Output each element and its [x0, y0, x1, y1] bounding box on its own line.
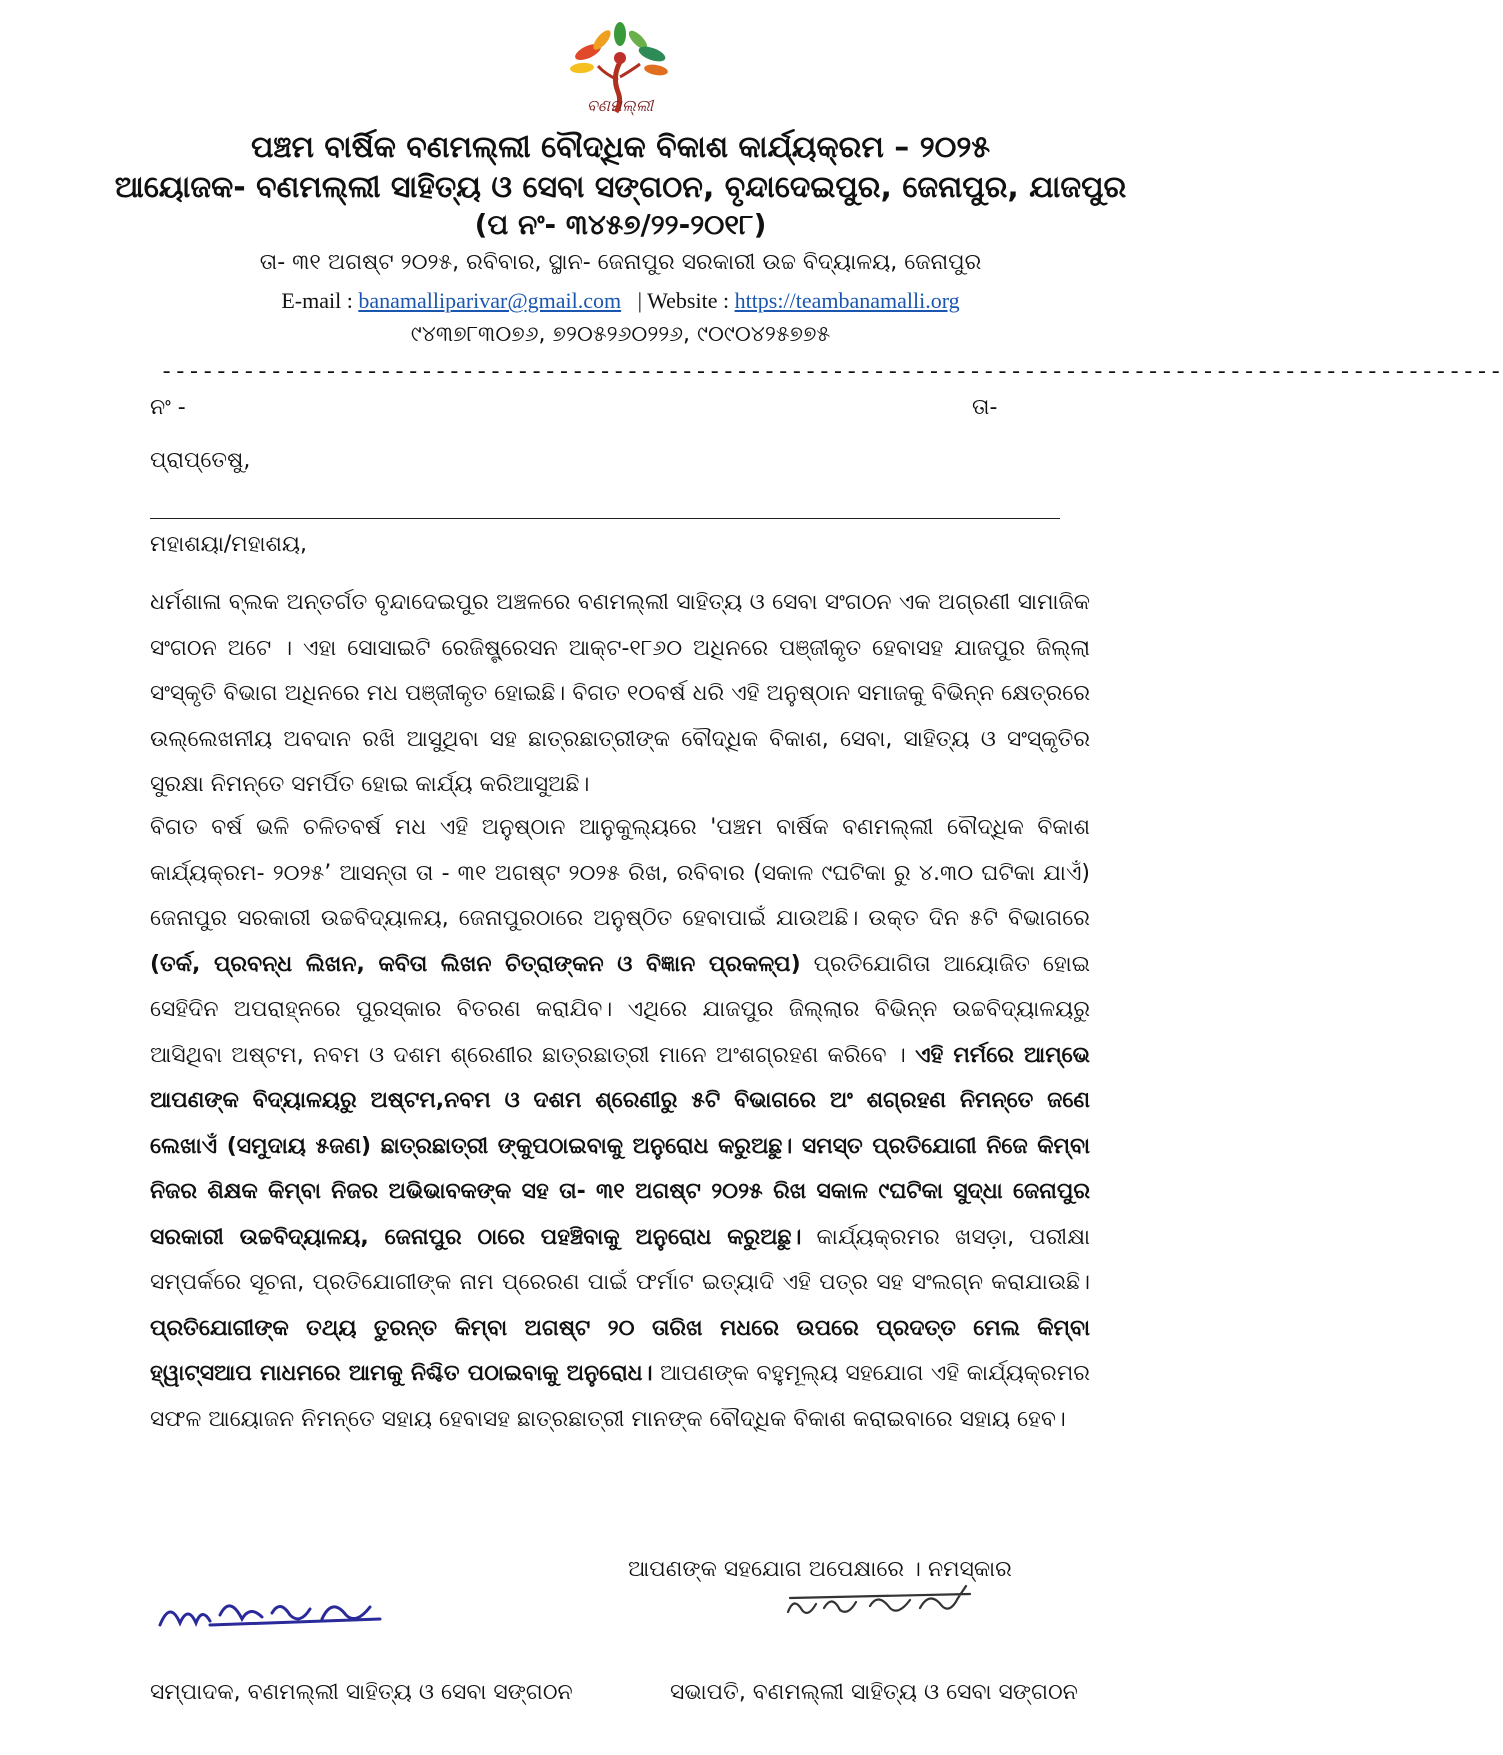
registration-number: (ପ ନଂ- ୩୪୫୭/୨୨-୨୦୧୮): [474, 208, 767, 241]
paragraph-intro: ଧର୍ମଶାଳା ବ୍ଲକ ଅନ୍ତର୍ଗତ ବୃନ୍ଦାଦେଇପୁର ଅଞ୍ଚଳରେ ବଣମଲ୍ଲୀ ସାହିତ୍ୟ ଓ ସେବା ସଂଗଠନ ଏକ ଅଗ୍ରଣୀ ସାମାଜିକ ସଂଗଠନ ଅଟେ । ଏହା ସୋସାଇଟି ରେଜିଷ୍ଟ୍ରେସନ ଆକ୍ଟ-୧୮୬୦ ଅଧିନରେ ପଞ୍ଜୀକୃତ ହେବାସହ ଯାଜପୁର ଜିଲ୍ଲା ସଂସ୍କୃତି ବିଭାଗ ଅଧିନରେ ମଧ ପଞ୍ଜୀକୃତ ହୋଇଛି। ବିଗତ ୧୦ବର୍ଷ ଧରି ଏହି ଅନୁଷ୍ଠାନ ସମାଜକୁ ବିଭିନ୍ନ କ୍ଷେତ୍ରରେ ଉଲ୍ଲେଖନୀୟ ଅବଦାନ ରଖି ଆସୁଥିବା ସହ ଛାତ୍ରଛାତ୍ରୀଙ୍କ ବୌଦ୍ଧିକ ବିକାଶ, ସେବା, ସାହିତ୍ୟ ଓ ସଂସ୍କୃତିର ସୁରକ୍ଷା ନିମନ୍ତେ ସମର୍ପିତ ହୋଇ କାର୍ଯ୍ୟ କରିଆସୁଅଛି।: [150, 590, 1090, 797]
closing-line: ଆପଣଙ୍କ ସହଯୋଗ ଅପେକ୍ଷାରେ । ନମସ୍କାର: [628, 1557, 1012, 1582]
logo-text: ବଣମଲ୍ଲୀ: [586, 96, 654, 115]
para2-part-c: ପ୍ରତିଯୋଗିତା ଆୟୋଜିତ ହୋଇ ସେହିଦିନ ଅପରାହ୍ନରେ ପୁରସ୍କାର ବିତରଣ କରାଯିବ। ଏଥିରେ ଯାଜପୁର ଜିଲ୍ଲାର ବିଭିନ୍ନ ଉଚ୍ଚବିଦ୍ୟାଳୟରୁ ଆସିଥିବା ଅଷ୍ଟମ, ନବମ ଓ ଦଶମ ଶ୍ରେଣୀର ଛାତ୍ରଛାତ୍ରୀ ମାନେ ଅଂଶଗ୍ରହଣ କରିବେ ।: [150, 951, 1090, 1068]
program-title: ପଞ୍ଚମ ବାର୍ଷିକ ବଣମଲ୍ଲୀ ବୌଦ୍ଧିକ ବିକାଶ କାର୍ଯ୍ୟକ୍ରମ – ୨୦୨୫: [250, 130, 991, 165]
email-link[interactable]: banamalliparivar@gmail.com: [358, 288, 622, 313]
secretary-title: ସମ୍ପାଦକ, ବଣମଲ୍ଲୀ ସାହିତ୍ୟ ଓ ସେବା ସଙ୍ଗଠନ: [150, 1680, 573, 1705]
recipient-label: ପ୍ରାପ୍ତେଷୁ,: [150, 448, 251, 473]
recipient-line: [150, 518, 1060, 519]
para2-request: ଏହି ମର୍ମରେ ଆମ୍ଭେ ଆପଣଙ୍କ ବିଦ୍ୟାଳୟରୁ ଅଷ୍ଟମ,ନବମ ଓ ଦଶମ ଶ୍ରେଣୀରୁ ୫ଟି ବିଭାଗରେ ଅଂ ଶଗ୍ରହଣ ନିମନ୍ତେ ଜଣେ ଲେଖାଏଁ (ସମୁଦାୟ ୫ଜଣ) ଛାତ୍ରଛାତ୍ରୀ ଙ୍କୁପଠାଇବାକୁ ଅନୁରୋଧ କରୁଅଛୁ। ସମସ୍ତ ପ୍ରତିଯୋଗୀ ନିଜେ କିମ୍ବା ନିଜର ଶିକ୍ଷକ କିମ୍ବା ନିଜର ଅଭିଭାବକଙ୍କ ସହ ତା- ୩୧ ଅଗଷ୍ଟ ୨୦୨୫ ରିଖ ସକାଳ ୯ଘଟିକା ସୁଦ୍ଧା ଜେନାପୁର ସରକାରୀ ଉଚ୍ଚବିଦ୍ୟାଳୟ, ଜେନାପୁର ଠାରେ ପହଞ୍ଚିବାକୁ ଅନୁରୋଧ କରୁଅଛୁ।: [150, 1042, 1090, 1250]
para2-part-e: କାର୍ଯ୍ୟକ୍ରମର ଖସଡ଼ା, ପରୀକ୍ଷା ସମ୍ପର୍କରେ ସୂଚନା, ପ୍ରତିଯୋଗୀଙ୍କ ନାମ ପ୍ରେରଣ ପାଇଁ ଫର୍ମାଟ ଇତ୍ୟାଦି ଏହି ପତ୍ର ସହ ସଂଲଗ୍ନ କରାଯାଉଛି।: [150, 1224, 1091, 1295]
secretary-signature: [150, 1585, 400, 1645]
organizer-line: ଆୟୋଜକ- ବଣମଲ୍ଲୀ ସାହିତ୍ୟ ଓ ସେବା ସଙ୍ଗଠନ, ବୃନ୍ଦାଦେଇପୁର, ଜେନାପୁର, ଯାଜପୁର: [114, 170, 1127, 205]
email-label: E-mail :: [281, 288, 353, 313]
header-divider: --------------------------------------------------------------------------------------------------: [160, 360, 1503, 385]
phone-numbers: ୯୪୩୭୮୩୦୭୬, ୭୨୦୫୨୬୦୨୨୬, ୯୦୯୦୪୨୫୭୭୫: [410, 322, 831, 347]
president-signature: [780, 1578, 980, 1633]
salutation: ମହାଶୟା/ମହାଶୟ,: [150, 532, 308, 557]
website-label: Website :: [647, 288, 730, 313]
paragraph-program: [150, 805, 1090, 1442]
para2-categories: (ତର୍କ, ପ୍ରବନ୍ଧ ଲିଖନ, କବିତା ଲିଖନ ଚିତ୍ରାଙ୍କନ ଓ ବିଜ୍ଞାନ ପ୍ରକଳ୍ପ): [150, 951, 801, 977]
date-venue: ତା- ୩୧ ଅଗଷ୍ଟ ୨୦୨୫, ରବିବାର, ସ୍ଥାନ- ଜେନାପୁର ସରକାରୀ ଉଚ୍ଚ ବିଦ୍ୟାଳୟ, ଜେନାପୁର: [259, 250, 982, 275]
para2-part-a: ବିଗତ ବର୍ଷ ଭଳି ଚଳିତବର୍ଷ ମଧ ଏହି ଅନୁଷ୍ଠାନ ଆନୁକୁଲ୍ୟରେ 'ପଞ୍ଚମ ବାର୍ଷିକ ବଣମଲ୍ଲୀ ବୌଦ୍ଧିକ ବିକାଶ କାର୍ଯ୍ୟକ୍ରମ- ୨୦୨୫’ ଆସନ୍ତା ତା - ୩୧ ଅଗଷ୍ଟ ୨୦୨୫ ରିଖ, ରବିବାର (ସକାଳ ୯ଘଟିକା ରୁ ୪.୩୦ ଘଟିକା ଯାଏଁ) ଜେନାପୁର ସରକାରୀ ଉଚ୍ଚବିଦ୍ୟାଳୟ, ଜେନାପୁରଠାରେ ଅନୁଷ୍ଠିତ ହେବାପାଇଁ ଯାଉଅଛି। ଉକ୍ତ ଦିନ ୫ଟି ବିଭାଗରେ: [150, 815, 1090, 931]
para2-part-g: ଆପଣଙ୍କ ବହୁମୂଲ୍ୟ ସହଯୋଗ ଏହି କାର୍ଯ୍ୟକ୍ରମର ସଫଳ ଆୟୋଜନ ନିମନ୍ତେ ସହାୟ ହେବାସହ ଛାତ୍ରଛାତ୍ରୀ ମାନଙ୍କ ବୌଦ୍ଧିକ ବିକାଶ କରାଇବାରେ ସହାୟ ହେବ।: [150, 1361, 1090, 1432]
contact-line: [60, 288, 1181, 314]
letter-number-label: ନଂ -: [150, 395, 186, 420]
contact-separator: |: [637, 288, 643, 313]
letter-date-label: ତା-: [972, 395, 998, 420]
website-link[interactable]: https://teambanamalli.org: [734, 288, 960, 313]
president-title: ସଭାପତି, ବଣମଲ୍ଲୀ ସାହିତ୍ୟ ଓ ସେବା ସଙ୍ଗଠନ: [670, 1680, 1078, 1705]
para2-deadline: ପ୍ରତିଯୋଗୀଙ୍କ ତଥ୍ୟ ତୁରନ୍ତ କିମ୍ବା ଅଗଷ୍ଟ ୨୦ ତାରିଖ ମଧରେ ଉପରେ ପ୍ରଦତ୍ତ ମେଲ କିମ୍ବା ହ୍ୱାଟ୍ସଆପ ମାଧମରେ ଆମକୁ ନିଶ୍ଚିତ ପଠାଇବାକୁ ଅନୁରୋଧ।: [150, 1315, 1090, 1386]
